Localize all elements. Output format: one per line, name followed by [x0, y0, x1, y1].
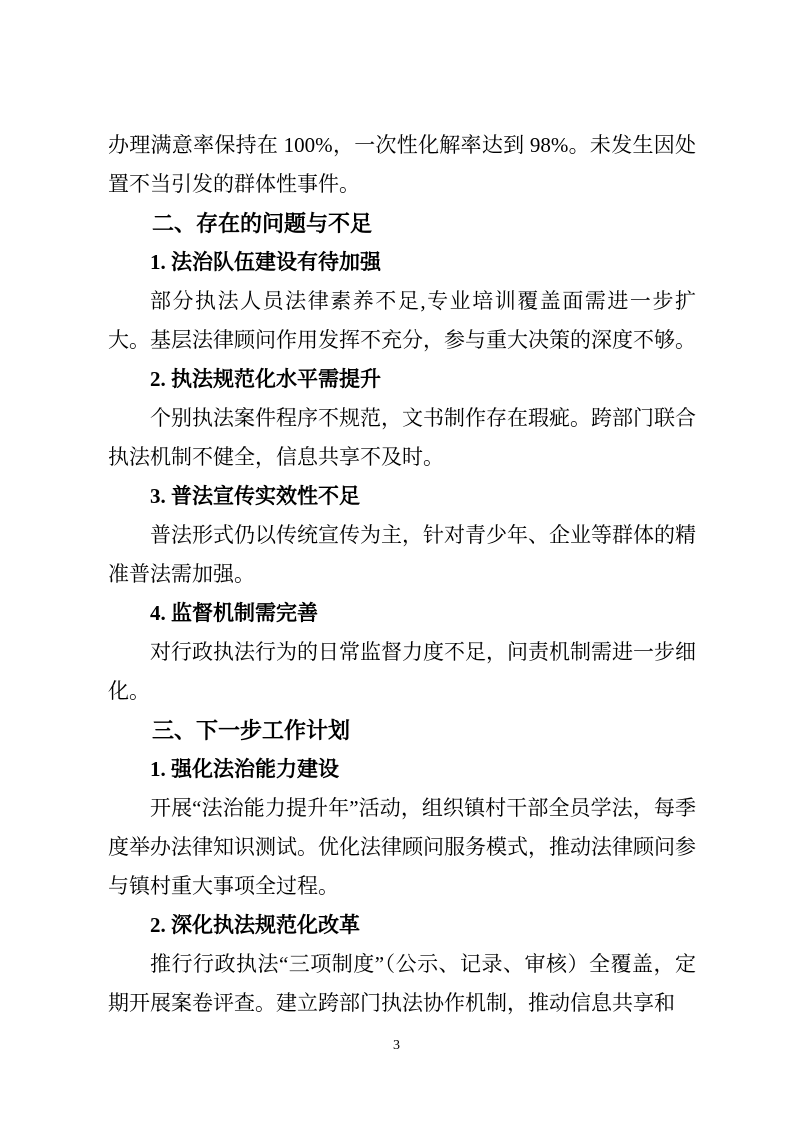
- section-heading-3: 三、下一步工作计划: [152, 718, 351, 743]
- subsection-heading-2-4: 4. 监督机制需完善: [150, 601, 318, 625]
- paragraph: 开展“法治能力提升年”活动，组织镇村干部全员学法，每季度举办法律知识测试。优化法律顾问服务模式，推动法律顾问参与镇村重大事项全过程。: [108, 796, 696, 898]
- document-body: [108, 126, 696, 1023]
- subsection-heading-2-2: 2. 执法规范化水平需提升: [150, 367, 381, 391]
- subsection-heading-2-3: 3. 普法宣传实效性不足: [150, 484, 360, 508]
- paragraph: 对行政执法行为的日常监督力度不足，问责机制需进一步细化。: [108, 640, 696, 703]
- subsection-heading-3-2: 2. 深化执法规范化改革: [150, 913, 360, 937]
- section-heading-2: 二、存在的问题与不足: [152, 211, 373, 236]
- page-number: 3: [393, 1038, 400, 1053]
- paragraph-continuation: 办理满意率保持在 100%，一次性化解率达到 98%。未发生因处置不当引发的群体性事件。: [108, 133, 696, 196]
- paragraph: 部分执法人员法律素养不足,专业培训覆盖面需进一步扩大。基层法律顾问作用发挥不充分，参与重大决策的深度不够。: [108, 289, 696, 352]
- paragraph: 普法形式仍以传统宣传为主，针对青少年、企业等群体的精准普法需加强。: [108, 523, 696, 586]
- paragraph: 个别执法案件程序不规范，文书制作存在瑕疵。跨部门联合执法机制不健全，信息共享不及时。: [108, 406, 696, 469]
- paragraph: 推行行政执法“三项制度”（公示、记录、审核）全覆盖，定期开展案卷评查。建立跨部门执法协作机制，推动信息共享和: [108, 952, 696, 1015]
- subsection-heading-3-1: 1. 强化法治能力建设: [150, 757, 339, 781]
- subsection-heading-2-1: 1. 法治队伍建设有待加强: [150, 250, 381, 274]
